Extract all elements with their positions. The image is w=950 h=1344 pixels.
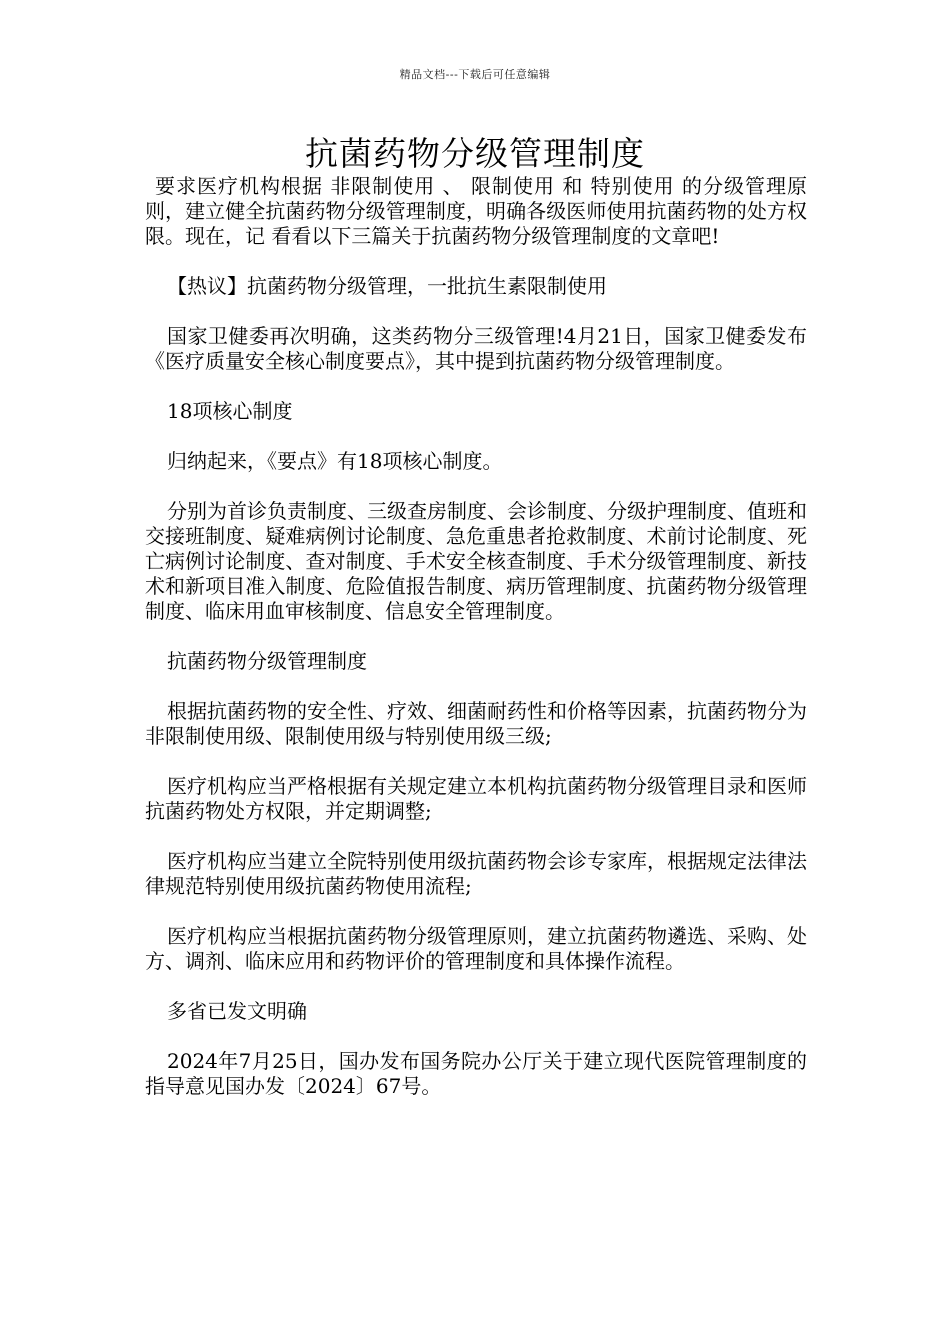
- body-paragraph: 医疗机构应当根据抗菌药物分级管理原则，建立抗菌药物遴选、采购、处方、调剂、临床应用和药物评价的管理制度和具体操作流程。: [145, 924, 807, 973]
- body-paragraph: 医疗机构应当严格根据有关规定建立本机构抗菌药物分级管理目录和医师抗菌药物处方权限，并定期调整;: [145, 774, 807, 823]
- section-heading-provinces: 多省已发文明确: [167, 999, 307, 1023]
- body-paragraph: 分别为首诊负责制度、三级查房制度、会诊制度、分级护理制度、值班和交接班制度、疑难病例讨论制度、急危重患者抢救制度、术前讨论制度、死亡病例讨论制度、查对制度、手术安全核查制度、手术分级管理制度、新技术和新项目准入制度、危险值报告制度、病历管理制度、抗菌药物分级管理制度、临床用血审核制度、信息安全管理制度。: [145, 499, 807, 623]
- document-title: 抗菌药物分级管理制度: [305, 134, 645, 173]
- document-body: [145, 174, 807, 1124]
- section-heading-hot-topic: 【热议】抗菌药物分级管理，一批抗生素限制使用: [167, 274, 607, 298]
- body-paragraph: 国家卫健委再次明确，这类药物分三级管理!4月21日，国家卫健委发布《医疗质量安全核心制度要点》，其中提到抗菌药物分级管理制度。: [145, 324, 807, 373]
- section-heading-core-systems: 18项核心制度: [167, 399, 293, 423]
- body-paragraph: 医疗机构应当建立全院特别使用级抗菌药物会诊专家库，根据规定法律法律规范特别使用级抗菌药物使用流程;: [145, 849, 807, 898]
- header-note: 精品文档---下载后可任意编辑: [399, 68, 551, 81]
- body-paragraph: 归纳起来，《要点》有18项核心制度。: [167, 449, 503, 473]
- body-paragraph: 2024年7月25日，国办发布国务院办公厅关于建立现代医院管理制度的指导意见国办发〔2024〕67号。: [145, 1049, 807, 1098]
- body-paragraph: 根据抗菌药物的安全性、疗效、细菌耐药性和价格等因素，抗菌药物分为非限制使用级、限制使用级与特别使用级三级;: [145, 699, 807, 748]
- section-heading-antibiotic-system: 抗菌药物分级管理制度: [167, 649, 367, 673]
- intro-paragraph: 要求医疗机构根据 非限制使用 、 限制使用 和 特别使用 的分级管理原则，建立健全抗菌药物分级管理制度，明确各级医师使用抗菌药物的处方权限。现在，记 看看以下三篇关于抗菌药物分级管理制度的文章吧!: [145, 174, 807, 248]
